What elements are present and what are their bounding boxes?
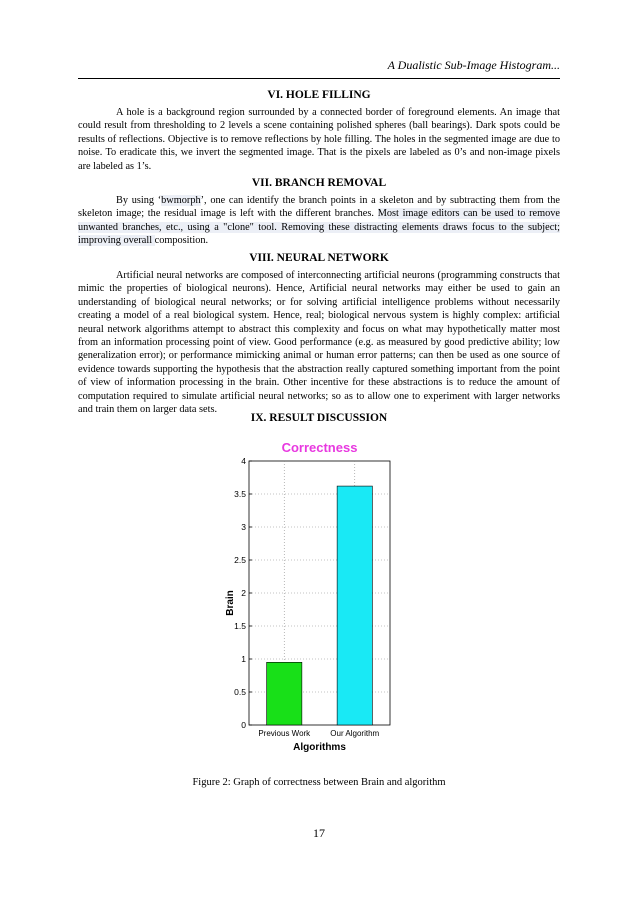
y-tick-label: 1.5 — [234, 621, 246, 631]
y-tick-label: 3.5 — [234, 489, 246, 499]
running-head: A Dualistic Sub-Image Histogram... — [387, 58, 560, 72]
section-title: VIII. NEURAL NETWORK — [249, 252, 389, 264]
correctness-chart — [200, 437, 400, 757]
y-tick-label: 3 — [241, 522, 246, 532]
section-hole-filling — [78, 89, 560, 173]
text-run: By using ‘ — [116, 195, 162, 206]
chart-title: Correctness — [281, 440, 358, 455]
section-body: A hole is a background region surrounded by a connected border of foreground elements. An image that could result from thresholding to 2 levels a scene containing polished spheres (ball bearings). Dark spots could be results of reflections. Objective is to remove reflections by hole filling. The holes in the segmented image are due to noise. To eradicate this, we invert the segmented image. That is the pixels are labeled as 0’s and non-image pixels are labeled as 1’s. — [78, 107, 560, 172]
chart-svg — [200, 437, 400, 757]
text-run: ’, one can identify the branch points in a skeleton and by subtracting them from the skeleton image; the residual image is left with the different branches. — [78, 195, 560, 220]
figure-caption: Figure 2: Graph of correctness between Brain and algorithm — [192, 777, 446, 788]
section-branch-removal — [78, 177, 560, 248]
section-title: VII. BRANCH REMOVAL — [251, 177, 387, 189]
section-neural-network — [78, 252, 560, 416]
page-number: 17 — [313, 826, 325, 840]
text-run: composition. — [154, 235, 209, 247]
section-title: VI. HOLE FILLING — [267, 89, 371, 101]
highlighted-text: bwmorph — [161, 195, 201, 206]
x-tick-label: Previous Work — [258, 729, 311, 738]
y-tick-label: 2.5 — [234, 555, 246, 565]
y-tick-label: 4 — [241, 456, 246, 466]
bar — [337, 486, 372, 725]
header-rule — [78, 78, 560, 79]
y-tick-label: 1 — [241, 654, 246, 664]
bar — [267, 662, 302, 725]
section-body: Artificial neural networks are composed of interconnecting artificial neurons (programming constructs that mimic the properties of biological neurons). Hence, Artificial neural networks may either be used to gain an understanding of biological neural networks; or for solving artificial intelligence problems without necessarily creating a model of a real biological system. Hence, real; biological nervous system is highly complex: artificial neural network algorithms attempt to abstract this complexity and focus on what may hypothetically matter most from an information processing point of view. Good performance (e.g. as measured by good predictive ability; low generalization error); or performance mimicking animal or human error patterns; can then be used as one source of evidence towards supporting the hypothesis that the abstraction really captured something important from the point of view of information processing in the brain. Other incentive for these abstractions is to reduce the amount of computation required to simulate artificial neural networks; so as to allow one to experiment with larger networks and train them on larger data sets. — [78, 270, 560, 416]
section-body — [78, 194, 560, 248]
section-title: IX. RESULT DISCUSSION — [250, 412, 388, 424]
y-axis-label: Brain — [225, 590, 236, 616]
y-tick-label: 0.5 — [234, 687, 246, 697]
highlighted-text: Most image editors can be used to remove unwanted branches, etc., using a "clone" tool. Removing these distracting elements draws focus to the subject; improving overall — [78, 208, 560, 247]
x-axis-label: Algorithms — [293, 742, 346, 753]
x-tick-label: Our Algorithm — [330, 729, 380, 738]
y-tick-label: 2 — [241, 588, 246, 598]
section-result-discussion — [78, 412, 560, 429]
y-tick-label: 0 — [241, 720, 246, 730]
